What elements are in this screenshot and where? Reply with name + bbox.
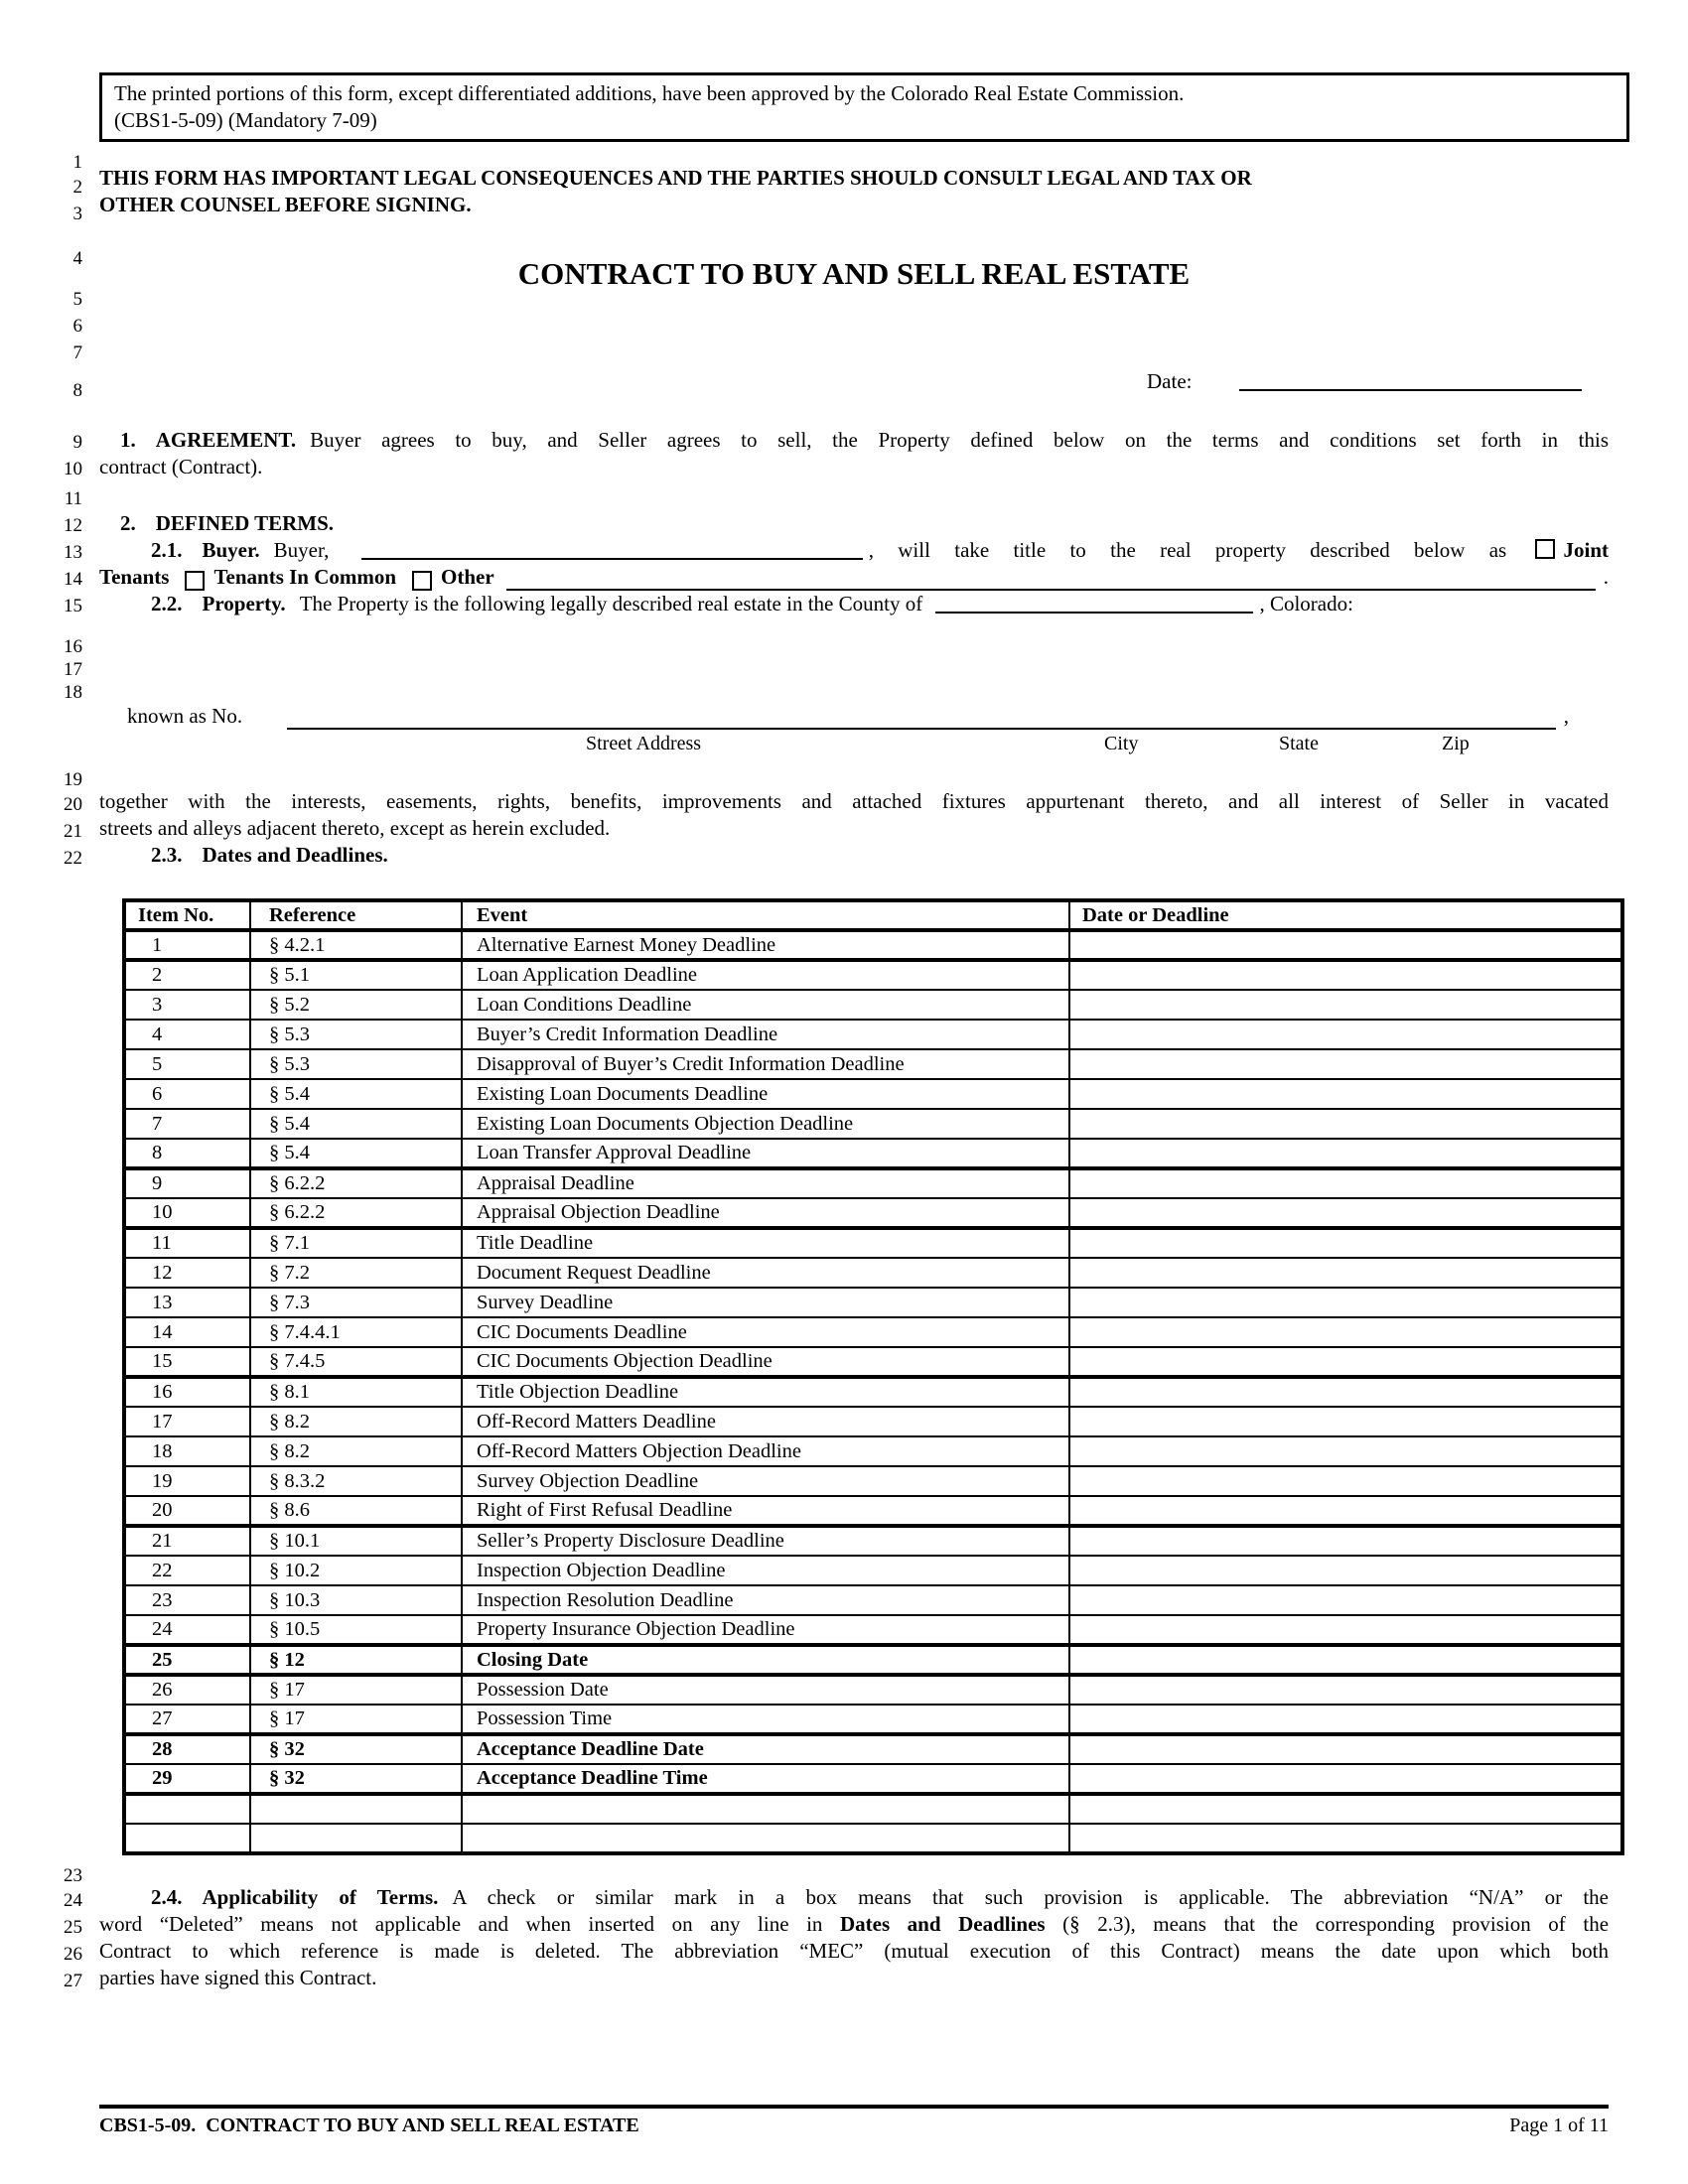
- event-cell: Title Objection Deadline: [462, 1377, 1069, 1407]
- line-number: 13: [64, 542, 82, 563]
- subsection-number: 2.3.: [151, 843, 183, 867]
- date-or-deadline-cell[interactable]: [1069, 1347, 1622, 1377]
- event-header: Event: [462, 900, 1069, 930]
- approval-notice-box: [99, 72, 1629, 142]
- item-cell: 4: [124, 1020, 250, 1049]
- event-cell: Existing Loan Documents Objection Deadline: [462, 1109, 1069, 1139]
- item-cell: 21: [124, 1526, 250, 1556]
- ref-cell: § 10.1: [250, 1526, 462, 1556]
- subsection-number: 2.1.: [151, 538, 183, 562]
- ref-cell: § 5.4: [250, 1109, 462, 1139]
- ref-cell: § 12: [250, 1645, 462, 1675]
- ref-cell: § 8.2: [250, 1436, 462, 1466]
- line-number: 25: [64, 1917, 82, 1938]
- item-cell: 14: [124, 1317, 250, 1347]
- event-cell: Appraisal Deadline: [462, 1168, 1069, 1198]
- footer-form-id: CBS1-5-09. CONTRACT TO BUY AND SELL REAL ESTATE: [99, 2115, 639, 2136]
- event-cell: Existing Loan Documents Deadline: [462, 1079, 1069, 1109]
- table-row: [124, 1496, 1622, 1526]
- date-or-deadline-cell[interactable]: [1069, 990, 1622, 1020]
- ref-cell: § 7.4.4.1: [250, 1317, 462, 1347]
- joint-tenants-checkbox[interactable]: [1535, 539, 1555, 559]
- section-dates-deadlines: [99, 842, 1660, 869]
- approval-notice-line2: (CBS1-5-09) (Mandatory 7-09): [114, 108, 377, 132]
- deadlines-table-head: [124, 900, 1622, 930]
- ref-cell: § 4.2.1: [250, 930, 462, 960]
- date-or-deadline-cell[interactable]: [1069, 1496, 1622, 1526]
- buyer-name-field[interactable]: [361, 538, 863, 560]
- item-cell: 1: [124, 930, 250, 960]
- item-cell: 25: [124, 1645, 250, 1675]
- subsection-number: 2.2.: [151, 592, 183, 615]
- date-or-deadline-header: Date or Deadline: [1069, 900, 1622, 930]
- event-cell: CIC Documents Deadline: [462, 1317, 1069, 1347]
- ref-cell: [250, 1824, 462, 1853]
- item-cell: 22: [124, 1556, 250, 1585]
- section-number: 1.: [120, 428, 136, 452]
- date-or-deadline-cell[interactable]: [1069, 1228, 1622, 1258]
- item-cell: [124, 1824, 250, 1853]
- item-cell: [124, 1794, 250, 1824]
- date-or-deadline-cell[interactable]: [1069, 1288, 1622, 1317]
- item-cell: 23: [124, 1585, 250, 1615]
- buyer-line2: [99, 564, 1609, 591]
- event-cell: Acceptance Deadline Date: [462, 1734, 1069, 1764]
- line-number: 14: [64, 569, 82, 590]
- reference-header: Reference: [250, 900, 462, 930]
- applicability-text2a: word “Deleted” means not applicable and when inserted on any line in: [99, 1912, 823, 1936]
- table-row: [124, 1347, 1622, 1377]
- county-field[interactable]: [935, 592, 1253, 614]
- deadlines-table-body: [124, 930, 1622, 1853]
- page-title: CONTRACT TO BUY AND SELL REAL ESTATE: [517, 256, 1191, 291]
- line-number: 23: [64, 1865, 82, 1886]
- table-row: [124, 1436, 1622, 1466]
- date-or-deadline-cell[interactable]: [1069, 1794, 1622, 1824]
- date-or-deadline-cell[interactable]: [1069, 1168, 1622, 1198]
- tenants-in-common-label: Tenants In Common: [213, 565, 397, 589]
- table-row: [124, 1288, 1622, 1317]
- item-no-header: Item No.: [124, 900, 250, 930]
- section-buyer: [99, 537, 1609, 591]
- footer-rule: [99, 2105, 1609, 2109]
- table-row: [124, 960, 1622, 990]
- event-cell: Closing Date: [462, 1645, 1069, 1675]
- line-number: 17: [64, 659, 82, 680]
- ref-cell: § 8.2: [250, 1407, 462, 1436]
- state-sublabel: State: [1279, 733, 1319, 754]
- line-number: 15: [64, 596, 82, 616]
- applicability-text2b: (§ 2.3), means that the corresponding provision of the: [1062, 1912, 1610, 1936]
- subsection-label: Applicability of Terms.: [202, 1885, 439, 1909]
- item-cell: 19: [124, 1466, 250, 1496]
- buyer-text1: Buyer,: [273, 538, 330, 562]
- date-label: Date:: [1147, 369, 1193, 393]
- event-cell: Loan Application Deadline: [462, 960, 1069, 990]
- table-row: [124, 930, 1622, 960]
- event-cell: Possession Time: [462, 1705, 1069, 1734]
- applicability-line3: Contract to which reference is made is deleted. The abbreviation “MEC” (mutual execution of this Contract) means the date upon which both: [99, 1939, 1609, 1963]
- item-cell: 13: [124, 1288, 250, 1317]
- line-number: 19: [64, 769, 82, 790]
- date-line: [1147, 369, 1582, 394]
- known-as-label: known as No.: [127, 704, 243, 728]
- table-row: [124, 1258, 1622, 1288]
- known-as-comma: ,: [1563, 704, 1569, 728]
- event-cell: Inspection Objection Deadline: [462, 1556, 1069, 1585]
- line-number: 11: [64, 488, 82, 509]
- agreement-text1: Buyer agrees to buy, and Seller agrees to sell, the Property defined below on the terms and conditions set forth in this: [310, 428, 1609, 452]
- item-cell: 26: [124, 1675, 250, 1705]
- agreement-line2: contract (Contract).: [99, 455, 263, 478]
- date-or-deadline-cell[interactable]: [1069, 1020, 1622, 1049]
- table-row: [124, 1228, 1622, 1258]
- ref-cell: § 32: [250, 1764, 462, 1794]
- item-cell: 5: [124, 1049, 250, 1079]
- item-cell: 6: [124, 1079, 250, 1109]
- section-number: 2.: [120, 511, 136, 535]
- item-cell: 17: [124, 1407, 250, 1436]
- date-or-deadline-cell[interactable]: [1069, 1466, 1622, 1496]
- line-number: 5: [72, 289, 82, 310]
- item-cell: 18: [124, 1436, 250, 1466]
- table-row: [124, 1198, 1622, 1228]
- section-label: AGREEMENT.: [155, 428, 297, 452]
- item-cell: 11: [124, 1228, 250, 1258]
- section-applicability: [99, 1884, 1609, 1991]
- item-cell: 10: [124, 1198, 250, 1228]
- date-or-deadline-cell[interactable]: [1069, 1734, 1622, 1764]
- approval-notice-line1: The printed portions of this form, except differentiated additions, have been approved by the Colorado Real Estate Commission.: [114, 81, 1185, 105]
- buyer-period: .: [1603, 565, 1609, 589]
- deadlines-table: [122, 898, 1624, 1855]
- subsection-label: Property.: [202, 592, 286, 615]
- item-cell: 28: [124, 1734, 250, 1764]
- event-cell: Property Insurance Objection Deadline: [462, 1615, 1069, 1645]
- line-number: 22: [64, 848, 82, 869]
- other-checkbox[interactable]: [412, 571, 432, 591]
- line-number: 24: [64, 1890, 82, 1911]
- tenants-label: Tenants: [99, 565, 170, 589]
- ref-cell: § 8.1: [250, 1377, 462, 1407]
- section-defined-terms: [99, 510, 1629, 537]
- line-number: 21: [64, 821, 82, 842]
- event-cell: Inspection Resolution Deadline: [462, 1585, 1069, 1615]
- table-row: [124, 990, 1622, 1020]
- event-cell: Survey Objection Deadline: [462, 1466, 1069, 1496]
- event-cell: Appraisal Objection Deadline: [462, 1198, 1069, 1228]
- line-number: 12: [64, 515, 82, 536]
- ref-cell: § 5.4: [250, 1139, 462, 1168]
- footer: [99, 2115, 1609, 2137]
- table-row: [124, 1168, 1622, 1198]
- date-or-deadline-cell[interactable]: [1069, 1049, 1622, 1079]
- section-label: DEFINED TERMS.: [155, 511, 335, 535]
- ref-cell: § 8.6: [250, 1496, 462, 1526]
- applicability-line2: [99, 1911, 1609, 1938]
- legal-warning: [99, 165, 1609, 218]
- event-cell: [462, 1794, 1069, 1824]
- ref-cell: § 17: [250, 1705, 462, 1734]
- date-or-deadline-cell[interactable]: [1069, 960, 1622, 990]
- event-cell: Disapproval of Buyer’s Credit Information Deadline: [462, 1049, 1069, 1079]
- item-cell: 29: [124, 1764, 250, 1794]
- ref-cell: § 6.2.2: [250, 1168, 462, 1198]
- legal-warning-line2: OTHER COUNSEL BEFORE SIGNING.: [99, 193, 472, 216]
- line-number: 27: [64, 1971, 82, 1991]
- ref-cell: § 32: [250, 1734, 462, 1764]
- property-text2: , Colorado:: [1259, 592, 1353, 615]
- table-row: [124, 1139, 1622, 1168]
- section-agreement: [99, 427, 1609, 480]
- item-cell: 3: [124, 990, 250, 1020]
- applicability-text1: A check or similar mark in a box means that such provision is applicable. The abbreviation “N/A” or the: [452, 1885, 1609, 1909]
- date-or-deadline-cell[interactable]: [1069, 1705, 1622, 1734]
- agreement-line1: [99, 427, 1609, 454]
- date-or-deadline-cell[interactable]: [1069, 1556, 1622, 1585]
- date-or-deadline-cell[interactable]: [1069, 1436, 1622, 1466]
- ref-cell: § 5.3: [250, 1020, 462, 1049]
- table-row: [124, 1705, 1622, 1734]
- ref-cell: § 7.3: [250, 1288, 462, 1317]
- date-or-deadline-cell[interactable]: [1069, 1139, 1622, 1168]
- line-number: 18: [64, 682, 82, 703]
- applicability-line1: [99, 1884, 1609, 1911]
- item-cell: 24: [124, 1615, 250, 1645]
- street-address-sublabel: Street Address: [586, 733, 702, 754]
- event-cell: Loan Transfer Approval Deadline: [462, 1139, 1069, 1168]
- date-or-deadline-cell[interactable]: [1069, 1645, 1622, 1675]
- date-or-deadline-cell[interactable]: [1069, 1109, 1622, 1139]
- event-cell: Loan Conditions Deadline: [462, 990, 1069, 1020]
- line-number: 6: [72, 316, 82, 337]
- line-number: 1: [72, 152, 82, 173]
- ref-cell: § 6.2.2: [250, 1198, 462, 1228]
- table-row: [124, 1020, 1622, 1049]
- event-cell: Possession Date: [462, 1675, 1069, 1705]
- known-as-line: [127, 703, 1569, 730]
- line-number: 26: [64, 1944, 82, 1965]
- applicability-line4: parties have signed this Contract.: [99, 1966, 377, 1989]
- line-number: 9: [72, 432, 82, 453]
- table-row: [124, 1466, 1622, 1496]
- date-or-deadline-cell[interactable]: [1069, 1079, 1622, 1109]
- line-number: 8: [72, 380, 82, 401]
- ref-cell: § 10.2: [250, 1556, 462, 1585]
- ref-cell: § 5.1: [250, 960, 462, 990]
- table-row: [124, 1764, 1622, 1794]
- date-or-deadline-cell[interactable]: [1069, 1824, 1622, 1853]
- ref-cell: § 17: [250, 1675, 462, 1705]
- line-number: 16: [64, 636, 82, 657]
- property-text1: The Property is the following legally described real estate in the County of: [299, 592, 923, 615]
- together-with-paragraph: [99, 788, 1609, 842]
- ref-cell: § 5.2: [250, 990, 462, 1020]
- event-cell: Off-Record Matters Objection Deadline: [462, 1436, 1069, 1466]
- table-row: [124, 1615, 1622, 1645]
- event-cell: Alternative Earnest Money Deadline: [462, 930, 1069, 960]
- date-or-deadline-cell[interactable]: [1069, 1675, 1622, 1705]
- table-row: [124, 1794, 1622, 1824]
- table-row: [124, 1645, 1622, 1675]
- date-or-deadline-cell[interactable]: [1069, 1377, 1622, 1407]
- together-line1: together with the interests, easements, rights, benefits, improvements and attached fixtures appurtenant thereto, and all interest of Seller in vacated: [99, 789, 1609, 813]
- date-or-deadline-cell[interactable]: [1069, 1198, 1622, 1228]
- footer-page-number: Page 1 of 11: [1509, 2115, 1609, 2136]
- ref-cell: § 7.1: [250, 1228, 462, 1258]
- date-or-deadline-cell[interactable]: [1069, 930, 1622, 960]
- table-row: [124, 1585, 1622, 1615]
- subsection-label: Buyer.: [202, 538, 260, 562]
- line-number: 4: [72, 248, 82, 269]
- event-cell: Right of First Refusal Deadline: [462, 1496, 1069, 1526]
- event-cell: Buyer’s Credit Information Deadline: [462, 1020, 1069, 1049]
- subsection-label: Dates and Deadlines.: [202, 843, 388, 867]
- event-cell: Title Deadline: [462, 1228, 1069, 1258]
- item-cell: 16: [124, 1377, 250, 1407]
- event-cell: CIC Documents Objection Deadline: [462, 1347, 1069, 1377]
- item-cell: 9: [124, 1168, 250, 1198]
- header-row: [124, 900, 1622, 930]
- table-row: [124, 1079, 1622, 1109]
- item-cell: 15: [124, 1347, 250, 1377]
- line-number: 7: [72, 342, 82, 363]
- table-row: [124, 1109, 1622, 1139]
- item-cell: 20: [124, 1496, 250, 1526]
- date-or-deadline-cell[interactable]: [1069, 1585, 1622, 1615]
- together-line2: streets and alleys adjacent thereto, except as herein excluded.: [99, 816, 611, 840]
- zip-sublabel: Zip: [1442, 733, 1470, 754]
- line-number: 2: [72, 177, 82, 198]
- item-cell: 7: [124, 1109, 250, 1139]
- table-row: [124, 1675, 1622, 1705]
- event-cell: [462, 1824, 1069, 1853]
- table-row: [124, 1377, 1622, 1407]
- date-or-deadline-cell[interactable]: [1069, 1407, 1622, 1436]
- address-sublabels: [99, 733, 1609, 758]
- date-or-deadline-cell[interactable]: [1069, 1764, 1622, 1794]
- line-number: 3: [72, 204, 82, 224]
- ref-cell: § 5.3: [250, 1049, 462, 1079]
- event-cell: Document Request Deadline: [462, 1258, 1069, 1288]
- date-field[interactable]: [1239, 369, 1582, 391]
- dates-and-deadlines-ref: Dates and Deadlines: [839, 1912, 1046, 1936]
- section-property: [99, 591, 1660, 617]
- item-cell: 2: [124, 960, 250, 990]
- table-row: [124, 1824, 1622, 1853]
- buyer-line1: [99, 537, 1609, 564]
- ref-cell: [250, 1794, 462, 1824]
- event-cell: Seller’s Property Disclosure Deadline: [462, 1526, 1069, 1556]
- date-or-deadline-cell[interactable]: [1069, 1317, 1622, 1347]
- ref-cell: § 10.3: [250, 1585, 462, 1615]
- table-row: [124, 1734, 1622, 1764]
- ref-cell: § 10.5: [250, 1615, 462, 1645]
- line-number: 10: [64, 459, 82, 479]
- item-cell: 27: [124, 1705, 250, 1734]
- ref-cell: § 7.4.5: [250, 1347, 462, 1377]
- date-or-deadline-cell[interactable]: [1069, 1526, 1622, 1556]
- event-cell: Acceptance Deadline Time: [462, 1764, 1069, 1794]
- other-title-field[interactable]: [506, 569, 1596, 591]
- date-or-deadline-cell[interactable]: [1069, 1615, 1622, 1645]
- ref-cell: § 8.3.2: [250, 1466, 462, 1496]
- subsection-number: 2.4.: [151, 1885, 183, 1909]
- table-row: [124, 1526, 1622, 1556]
- joint-label: Joint: [1563, 538, 1610, 562]
- line-number: 20: [64, 794, 82, 815]
- city-sublabel: City: [1104, 733, 1139, 754]
- date-or-deadline-cell[interactable]: [1069, 1258, 1622, 1288]
- buyer-text2: , will take title to the real property described below as: [868, 538, 1507, 562]
- tenants-in-common-checkbox[interactable]: [185, 571, 205, 591]
- item-cell: 8: [124, 1139, 250, 1168]
- legal-warning-line1: THIS FORM HAS IMPORTANT LEGAL CONSEQUENCES AND THE PARTIES SHOULD CONSULT LEGAL AND TAX OR: [99, 166, 1252, 190]
- table-row: [124, 1049, 1622, 1079]
- ref-cell: § 5.4: [250, 1079, 462, 1109]
- other-label: Other: [441, 565, 494, 589]
- item-cell: 12: [124, 1258, 250, 1288]
- ref-cell: § 7.2: [250, 1258, 462, 1288]
- table-row: [124, 1407, 1622, 1436]
- event-cell: Survey Deadline: [462, 1288, 1069, 1317]
- event-cell: Off-Record Matters Deadline: [462, 1407, 1069, 1436]
- table-row: [124, 1317, 1622, 1347]
- table-row: [124, 1556, 1622, 1585]
- street-address-field[interactable]: [287, 708, 1556, 730]
